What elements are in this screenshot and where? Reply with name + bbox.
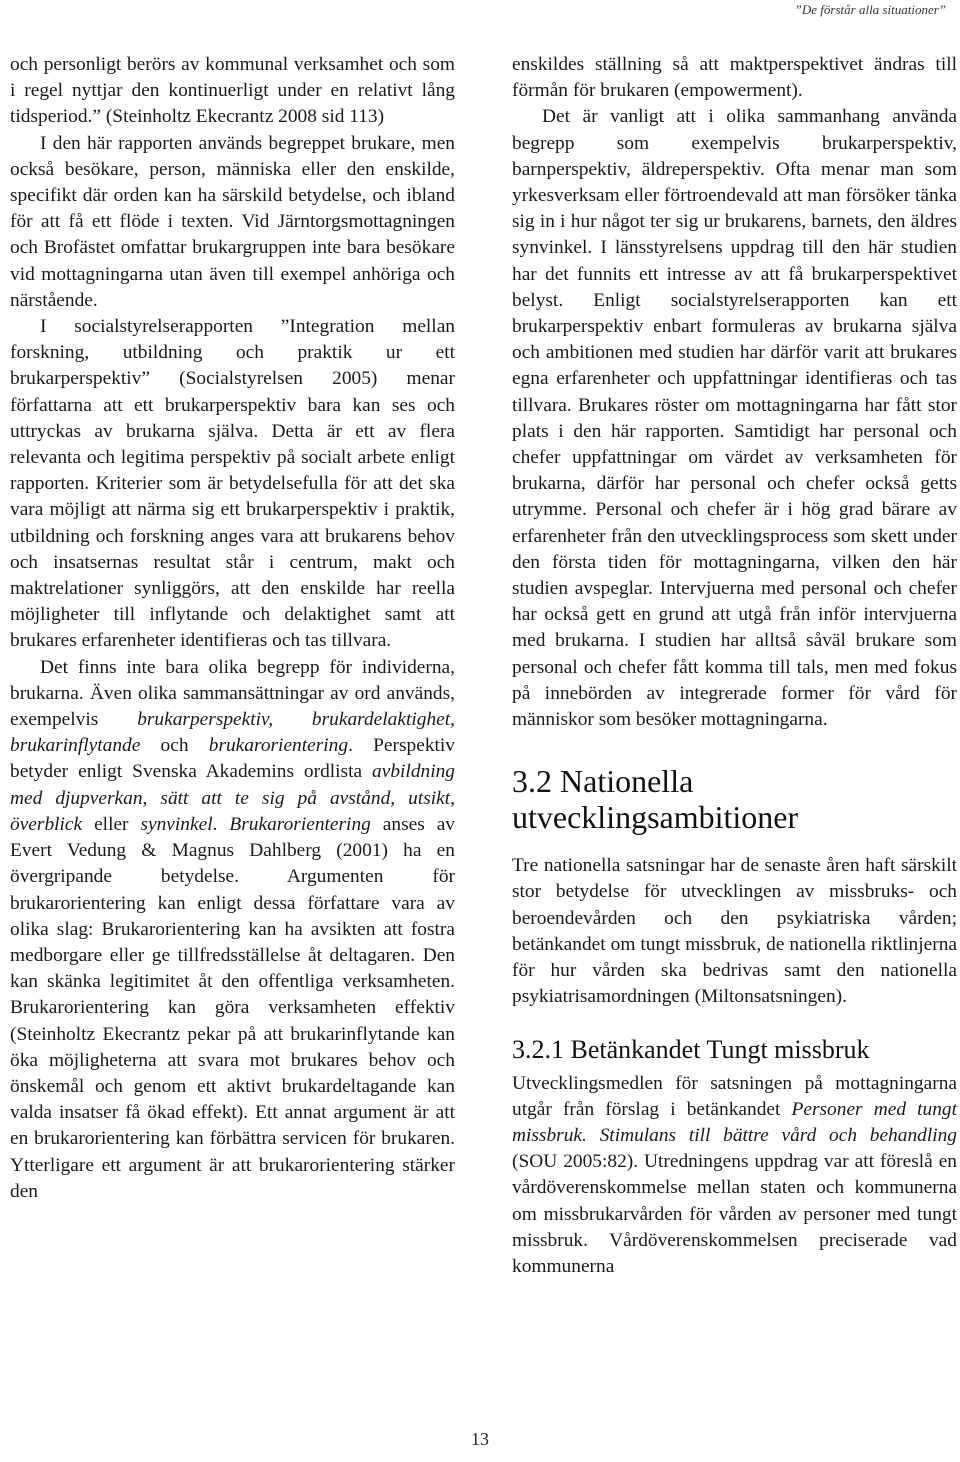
text-run: och <box>140 735 209 757</box>
text-run: (SOU 2005:82). Utredningens uppdrag var att föreslå en vårdöverenskommelse mellan staten och kommunerna om missbrukarvården för vården av personer med tungt missbruk. Vårdöverenskommelsen preciserade vad kommunerna <box>512 1151 957 1277</box>
paragraph: enskildes ställning så att maktperspektivet ändras till förmån för brukaren (empowerment). <box>512 54 957 102</box>
text-run: eller <box>82 813 141 835</box>
paragraph: och personligt berörs av kommunal verksamhet och som i regel nyttjar den kontinuerligt under en relativt lång tidsperiod.” (Steinholtz Ekecrantz 2008 sid 113) <box>10 54 455 128</box>
paragraph: Tre nationella satsningar har de senaste åren haft särskilt stor betydelse för utvecklingen av missbruks- och beroendevården och den psykiatriska vården; betänkandet om tungt missbruk, de nationella riktlinjerna för hur vården ska bedrivas samt den nationella psykiatrisamordningen (Miltonsatsningen). <box>512 855 957 1008</box>
paragraph: I den här rapporten används begreppet brukare, men också besökare, person, människa eller den enskilde, specifikt där orden kan ha särskild betydelse, och ibland för att få ett flöde i texten. Vid Järntorgsmottagningen och Brofästet omfattar brukargruppen inte bara besökare vid mottagningarna utan även till exempel anhöriga och närstående. <box>10 132 455 311</box>
paragraph: I socialstyrelserapporten ”Integration mellan forskning, utbildning och praktik ur ett brukarperspektiv” (Socialstyrelsen 2005) menar författarna att ett brukarperspektiv bara kan ses och uttryckas av brukarna själva. Detta är ett av flera relevanta och legitima perspektiv på socialt arbete enligt rapporten. Kriterier som är betydelsefulla för att det ska vara möjligt att närma sig ett brukarperspektiv i praktik, utbildning och forskning anges vara att brukarens behov och insatsernas resultat står i centrum, makt och maktrelationer synliggörs, att den enskilde har reella möjligheter till inflytande och delaktighet samt att brukares erfarenheter identifieras och tas tillvara. <box>10 316 455 652</box>
right-column <box>512 52 957 1280</box>
italic-term: brukarorientering <box>208 735 349 757</box>
italic-term: Brukarorientering <box>229 813 371 835</box>
paragraph <box>10 655 455 1205</box>
italic-term: synvinkel <box>140 813 213 835</box>
text-run: . <box>212 813 230 835</box>
paragraph <box>512 1071 957 1281</box>
section-heading: 3.2 Nationella utvecklingsambitioner <box>512 763 799 836</box>
subsection-heading: 3.2.1 Betänkandet Tungt missbruk <box>512 1034 870 1064</box>
left-column <box>10 52 455 1205</box>
text-run: . Perspektiv betyder enligt Svenska Akademins ordlista <box>10 735 455 783</box>
text-run: Utvecklingsmedlen för satsningen på mottagningarna utgår från förslag i betänkandet <box>512 1072 957 1120</box>
page-number: 13 <box>471 1429 489 1449</box>
italic-term: brukarperspektiv, brukardelaktighet, brukarinflytande <box>10 709 455 757</box>
running-header: ”De förstår alla situationer” <box>794 2 946 17</box>
text-run: anses av Evert Vedung & Magnus Dahlberg (2001) ha en övergripande betydelse. Argumenten för brukarorientering kan enligt dessa författare vara av olika slag: Brukarorientering kan ha avsikten att fostra medborgare eller ge tillfredsställelse åt deltagaren. Den kan skänka legitimitet åt den offentliga verksamheten. Brukarorientering kan göra verksamheten effektiv (Steinholtz Ekecrantz pekar på att brukarinflytande kan öka möjligheterna att svara mot brukares behov och önskemål och genom ett aktivt brukardeltagande kan valda insatser få ökad effekt). Ett annat argument är att en brukarorientering kan förbättra servicen för brukaren. Ytterligare ett argument är att brukarorientering stärker den <box>10 813 456 1202</box>
paragraph: Det är vanligt att i olika sammanhang använda begrepp som exempelvis brukarperspektiv, barnperspektiv, äldreperspektiv. Ofta menar man som yrkesverksam eller förtroendevald att man försöker tänka sig in i hur något ter sig ur brukarens, barnets, den äldres synvinkel. I länsstyrelsens uppdrag till den här studien har det funnits ett intresse av att få brukarperspektivet belyst. Enligt socialstyrelserapporten kan ett brukarperspektiv enbart formuleras av brukarna själva och ambitionen med studien har därför varit att brukares egna erfarenheter och uppfattningar identifieras och tas tillvara. Brukares röster om mottagningarna har fått stor plats i den här rapporten. Samtidigt har personal och chefer uppfattningar om värdet av verksamheten för brukarna, därför har personal och chefer också getts utrymme. Personal och chefer är i hög grad bärare av erfarenheter från den utvecklingsprocess som skett under den första tiden för mottagningarna, vilken den här studien avspeglar. Intervjuerna med personal och chefer har också gett en grund att utgå från inför intervjuerna med brukarna. I studien har alltså såväl brukare som personal och chefer fått komma till tals, men med fokus på innebörden av integrerade former för vård för människor som besöker mottagningarna. <box>512 106 957 731</box>
italic-title: Personer med tungt missbruk. Stimulans till bättre vård och behandling <box>512 1098 957 1146</box>
italic-term: avbildning med djupverkan, sätt att te sig på avstånd, utsikt, överblick <box>10 761 455 835</box>
text-run: Det finns inte bara olika begrepp för individerna, brukarna. Även olika sammansättningar av ord används, exempelvis <box>10 656 455 731</box>
